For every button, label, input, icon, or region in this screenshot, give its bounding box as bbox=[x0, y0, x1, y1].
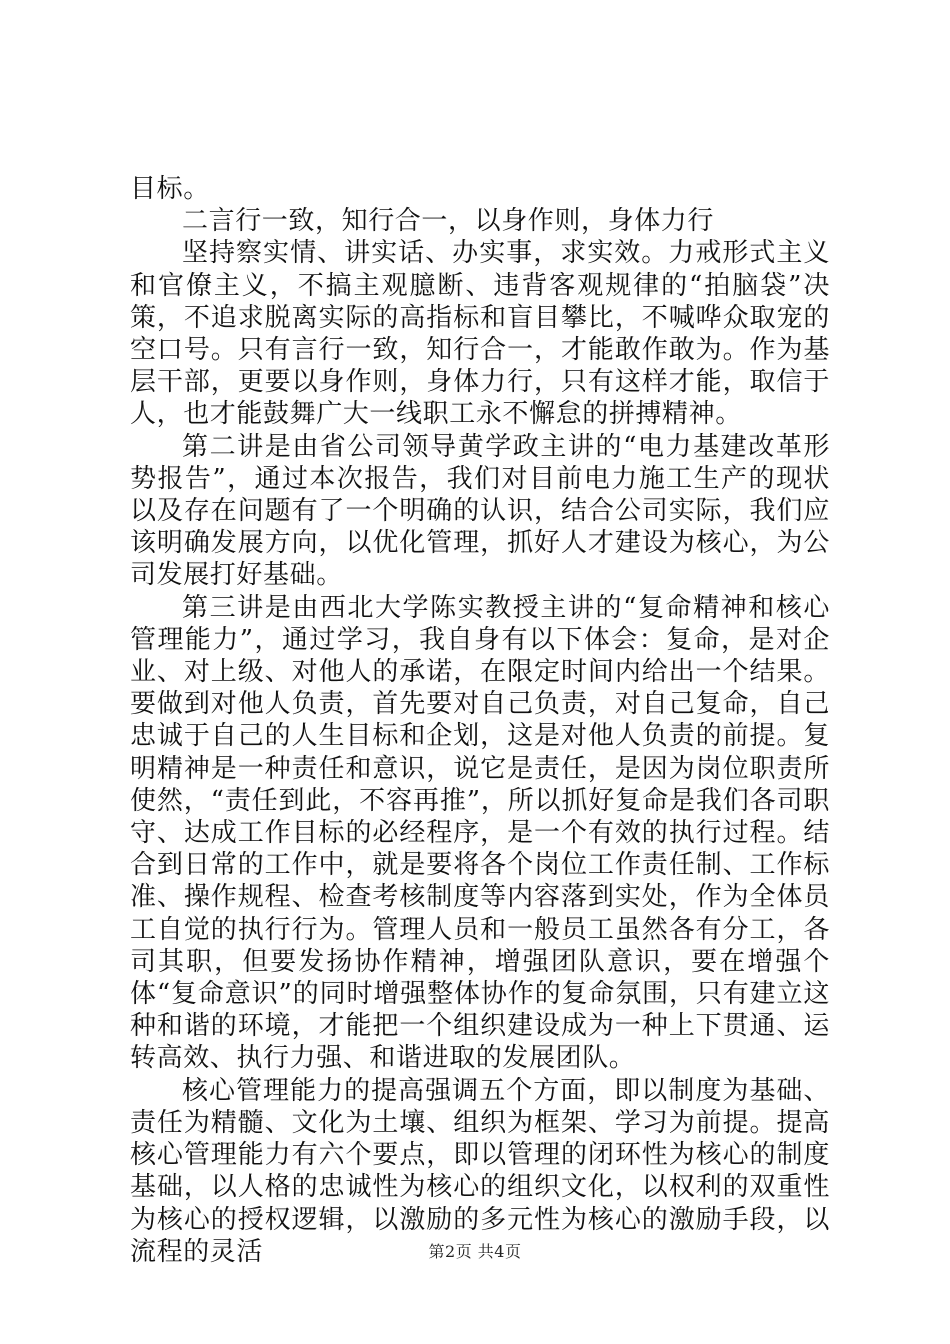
paragraph: 第二讲是由省公司领导黄学政主讲的“电力基建改革形势报告”，通过本次报告，我们对目前电力施工生产的现状以及存在问题有了一个明确的认识，结合公司实际，我们应该明确发展方向，以优化管理，抓好人才建设为核心，为公司发展打好基础。 bbox=[130, 431, 830, 591]
page-footer: 第2页 共4页 bbox=[428, 1242, 522, 1261]
document-body bbox=[130, 173, 830, 1268]
paragraph-continuation: 目标。 bbox=[130, 174, 210, 204]
paragraph: 核心管理能力的提高强调五个方面，即以制度为基础、责任为精髓、文化为土壤、组织为框架、学习为前提。提高核心管理能力有六个要点，即以管理的闭环性为核心的制度基础，以人格的忠诚性为核心的组织文化，以权利的双重性为核心的授权逻辑，以激励的多元性为核心的激励手段，以流程的灵活 bbox=[130, 1075, 830, 1267]
section-heading: 二言行一致，知行合一，以身作则，身体力行 bbox=[182, 206, 715, 237]
paragraph: 坚持察实情、讲实话、办实事，求实效。力戒形式主义和官僚主义，不搞主观臆断、违背客观规律的“拍脑袋”决策，不追求脱离实际的高指标和盲目攀比，不喊哗众取宠的空口号。只有言行一致，知行合一，才能敢作敢为。作为基层干部，更要以身作则，身体力行，只有这样才能，取信于人，也才能鼓舞广大一线职工永不懈怠的拼搏精神。 bbox=[130, 238, 830, 430]
paragraph: 第三讲是由西北大学陈实教授主讲的“复命精神和核心管理能力”，通过学习，我自身有以下体会：复命，是对企业、对上级、对他人的承诺，在限定时间内给出一个结果。要做到对他人负责，首先要对自己负责，对自己复命，自己忠诚于自己的人生目标和企划，这是对他人负责的前提。复明精神是一种责任和意识，说它是责任，是因为岗位职责所使然，“责任到此，不容再推”，所以抓好复命是我们各司职守、达成工作目标的必经程序，是一个有效的执行过程。结合到日常的工作中，就是要将各个岗位工作责任制、工作标准、操作规程、检查考核制度等内容落到实处，作为全体员工自觉的执行行为。管理人员和一般员工虽然各有分工，各司其职，但要发扬协作精神，增强团队意识，要在增强个体“复命意识”的同时增强整体协作的复命氛围，只有建立这种和谐的环境，才能把一个组织建设成为一种上下贯通、运转高效、执行力强、和谐进取的发展团队。 bbox=[130, 592, 830, 1074]
